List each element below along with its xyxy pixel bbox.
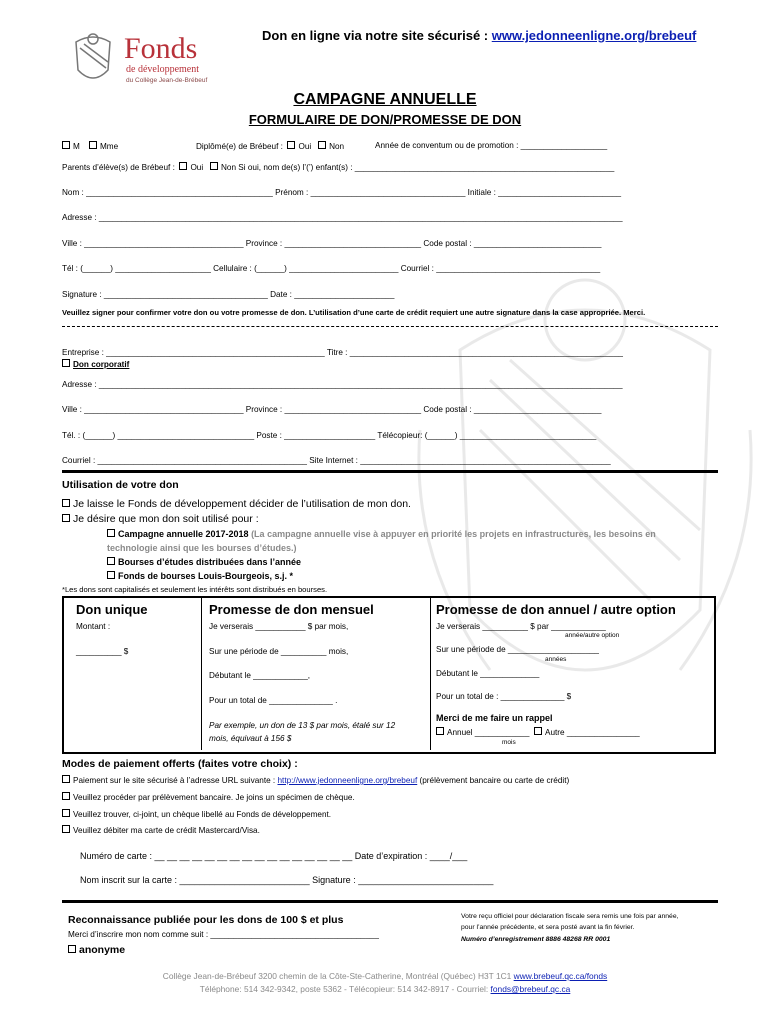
- paiement-option-3[interactable]: Veuillez trouver, ci-joint, un chèque libellé au Fonds de développement.: [62, 809, 331, 819]
- signature-field[interactable]: Signature : ____________________________________ Date : ______________________: [62, 290, 395, 299]
- utilisation-option-1[interactable]: Je laisse le Fonds de développement décider de l’utilisation de mon don.: [62, 498, 411, 510]
- crest-logo-icon: [66, 30, 120, 90]
- table-divider-1: [201, 598, 202, 750]
- telephone-field[interactable]: Tél : (______) _____________________ Cellulaire : (______) ________________________ Courriel : ____________________________________: [62, 264, 601, 273]
- mensuel-example-2: mois, équivaut à 156 $: [209, 734, 292, 743]
- annuel-periode-field[interactable]: Sur une période de ____________________: [436, 645, 599, 654]
- footer-email-link[interactable]: fonds@brebeuf.qc.ca: [490, 984, 571, 994]
- corp-telephone-field[interactable]: Tél. : (______) ______________________________ Poste : ____________________ Télécopieur: (______) ______________________________: [62, 431, 597, 440]
- annuel-montant-field[interactable]: Je verserais __________ $ par ____________: [436, 622, 606, 631]
- reconnaissance-heading: Reconnaissance publiée pour les dons de 100 $ et plus: [68, 914, 344, 926]
- recu-note-2: pour l’année précédente, et sera posté avant la fin février.: [461, 924, 635, 931]
- section-rule: [62, 470, 718, 473]
- col-mensuel-title: Promesse de don mensuel: [209, 602, 374, 617]
- annuel-total-field[interactable]: Pour un total de : ______________ $: [436, 692, 572, 701]
- footer-address: Collège Jean-de-Brébeuf 3200 chemin de la Côte-Ste-Catherine, Montréal (Québec) H3T 1C1 www.brebeuf.qc.ca/fonds: [162, 971, 608, 981]
- corp-adresse-field[interactable]: Adresse : ___________________________________________________________________________________________________________________: [62, 380, 623, 389]
- mensuel-montant-field[interactable]: Je verserais ___________ $ par mois,: [209, 622, 349, 631]
- checkbox-paiement-1[interactable]: [62, 775, 70, 783]
- mensuel-periode-field[interactable]: Sur une période de __________ mois,: [209, 647, 349, 656]
- anonyme-option[interactable]: anonyme: [68, 944, 125, 956]
- utilisation-heading: Utilisation de votre don: [62, 479, 179, 491]
- checkbox-paiement-2[interactable]: [62, 792, 70, 800]
- parents-row: Parents d’élève(s) de Brébeuf : Oui Non Si oui, nom de(s) l’(’) enfant(s) : _________________________________________________________: [62, 163, 615, 172]
- title-options: M Mme: [62, 141, 118, 151]
- banner-text: Don en ligne via notre site sécurisé :: [262, 28, 492, 43]
- campagne-note: technologie ainsi que les bourses d’études.): [107, 543, 297, 553]
- campagne-option[interactable]: Campagne annuelle 2017-2018 (La campagne annuelle vise à appuyer en priorité les projets en infrastructures, les besoins en: [107, 529, 656, 539]
- rappel-heading: Merci de me faire un rappel: [436, 713, 553, 723]
- logo-college: du Collège Jean-de-Brébeuf: [126, 77, 208, 84]
- don-unique-amount-field[interactable]: __________ $: [76, 647, 129, 656]
- signature-notice: Veuillez signer pour confirmer votre don ou votre promesse de don. L’utilisation d’une carte de crédit requiert une autre signature dans la case appropriée. Merci.: [62, 308, 646, 317]
- rappel-mois-note: mois: [502, 739, 516, 746]
- section-divider: [62, 326, 718, 327]
- enregistrement-number: Numéro d’enregistrement 8886 48268 RR 0001: [461, 936, 611, 943]
- col-don-unique-montant: Montant :: [76, 622, 111, 631]
- rappel-options: Annuel ____________ Autre ________________: [436, 727, 640, 737]
- don-corporatif-option[interactable]: Don corporatif: [62, 359, 129, 369]
- checkbox-utilisation-2[interactable]: [62, 514, 70, 522]
- table-divider-2: [430, 598, 431, 750]
- checkbox-diplome-oui[interactable]: [287, 141, 295, 149]
- checkbox-don-corporatif[interactable]: [62, 359, 70, 367]
- annuel-debut-field[interactable]: Débutant le _____________: [436, 669, 540, 678]
- corp-courriel-field[interactable]: Courriel : ______________________________________________ Site Internet : _______________________________________________________: [62, 456, 611, 465]
- mensuel-example-1: Par exemple, un don de 13 $ par mois, étalé sur 12: [209, 721, 396, 730]
- checkbox-campagne[interactable]: [107, 529, 115, 537]
- online-banner: [262, 28, 696, 43]
- fonds-bourses-option[interactable]: Fonds de bourses Louis-Bourgeois, s.j. *: [107, 571, 293, 581]
- nom-carte-field[interactable]: Nom inscrit sur la carte : __________________________ Signature : ___________________________: [80, 875, 494, 885]
- recu-note-1: Votre reçu officiel pour déclaration fiscale sera remis une fois par année,: [461, 913, 679, 920]
- paiement-link[interactable]: http://www.jedonneenligne.org/brebeuf: [277, 776, 418, 785]
- annuel-periode-note: années: [545, 656, 567, 663]
- paiement-heading: Modes de paiement offerts (faites votre choix) :: [62, 758, 298, 770]
- mensuel-debut-field[interactable]: Débutant le ____________,: [209, 671, 311, 680]
- checkbox-paiement-4[interactable]: [62, 825, 70, 833]
- annee-field[interactable]: Année de conventum ou de promotion : ___________________: [375, 141, 608, 150]
- utilisation-option-2[interactable]: Je désire que mon don soit utilisé pour :: [62, 513, 259, 525]
- logo-title: Fonds: [124, 32, 198, 65]
- checkbox-fonds-bourses[interactable]: [107, 571, 115, 579]
- nom-prenom-field[interactable]: Nom : _________________________________________ Prénom : __________________________________ Initiale : ___________________________: [62, 188, 622, 197]
- col-annuel-title: Promesse de don annuel / autre option: [436, 602, 676, 617]
- entreprise-field[interactable]: Entreprise : ________________________________________________ Titre : ____________________________________________________________: [62, 348, 623, 357]
- checkbox-parents-non[interactable]: [210, 162, 218, 170]
- checkbox-paiement-3[interactable]: [62, 809, 70, 817]
- footer-contact: Téléphone: 514 342-9342, poste 5362 - Télécopieur: 514 342-8917 - Courriel: fonds@brebeuf.qc.ca: [199, 984, 571, 994]
- page-title: CAMPAGNE ANNUELLE: [293, 91, 477, 108]
- checkbox-mme[interactable]: [89, 141, 97, 149]
- checkbox-m[interactable]: [62, 141, 70, 149]
- adresse-field[interactable]: Adresse : ___________________________________________________________________________________________________________________: [62, 213, 623, 222]
- checkbox-anonyme[interactable]: [68, 945, 76, 953]
- footer-website-link[interactable]: www.brebeuf.qc.ca/fonds: [513, 971, 608, 981]
- logo-subtitle: de développement: [126, 64, 200, 75]
- mensuel-total-field[interactable]: Pour un total de ______________ .: [209, 696, 338, 705]
- ville-field[interactable]: Ville : ___________________________________ Province : ______________________________ Code postal : ____________________________: [62, 239, 602, 248]
- checkbox-parents-oui[interactable]: [179, 162, 187, 170]
- page-subtitle: FORMULAIRE DE DON/PROMESSE DE DON: [248, 112, 522, 127]
- banner-link[interactable]: www.jedonneenligne.org/brebeuf: [491, 28, 697, 43]
- annuel-montant-note: année/autre option: [565, 632, 620, 639]
- bourses-option[interactable]: Bourses d’études distribuées dans l’année: [107, 557, 301, 567]
- checkbox-utilisation-1[interactable]: [62, 499, 70, 507]
- numero-carte-field[interactable]: Numéro de carte : __ __ __ __ __ __ __ __ __ __ __ __ __ __ __ __ Date d’expiration : ____/___: [80, 851, 468, 861]
- paiement-option-1[interactable]: Paiement sur le site sécurisé à l’adresse URL suivante : http://www.jedonneenligne.org/brebeuf (prélèvement bancaire ou carte de crédit): [62, 775, 569, 785]
- checkbox-rappel-autre[interactable]: [534, 727, 542, 735]
- corp-ville-field[interactable]: Ville : ___________________________________ Province : ______________________________ Code postal : ____________________________: [62, 405, 602, 414]
- footnote: *Les dons sont capitalisés et seulement les intérêts sont distribués en bourses.: [62, 585, 328, 594]
- checkbox-diplome-non[interactable]: [318, 141, 326, 149]
- paiement-option-2[interactable]: Veuillez procéder par prélèvement bancaire. Je joins un spécimen de chèque.: [62, 792, 355, 802]
- reconnaissance-name-field[interactable]: Merci d’inscrire mon nom comme suit : _____________________________________: [68, 930, 379, 939]
- col-don-unique-title: Don unique: [76, 602, 148, 617]
- paiement-option-4[interactable]: Veuillez débiter ma carte de crédit Mastercard/Visa.: [62, 825, 260, 835]
- checkbox-bourses[interactable]: [107, 557, 115, 565]
- checkbox-rappel-annuel[interactable]: [436, 727, 444, 735]
- diplome-row: Diplômé(e) de Brébeuf : Oui Non: [196, 142, 345, 151]
- section-rule-2: [62, 900, 718, 903]
